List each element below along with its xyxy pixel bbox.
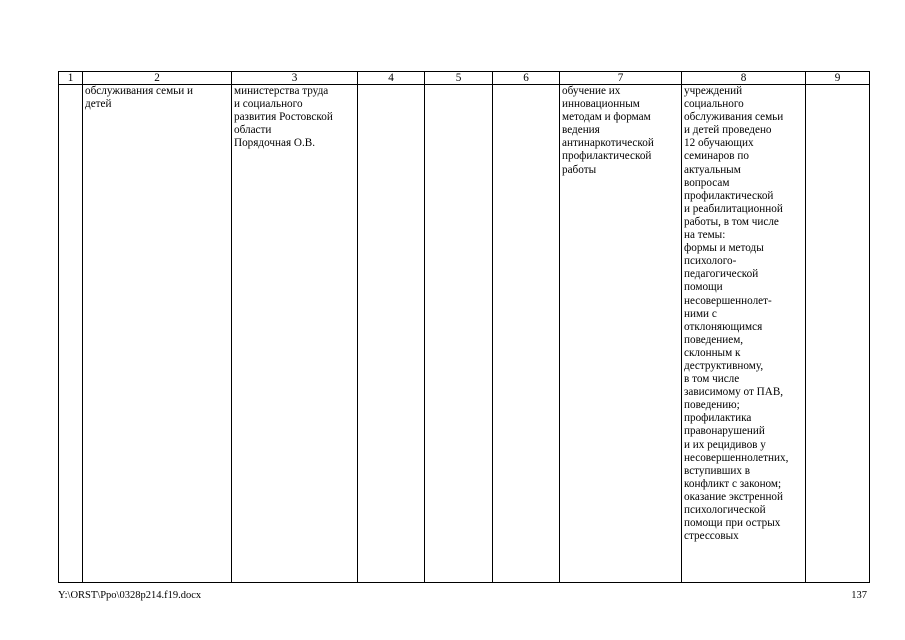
column-number-9: 9: [806, 72, 870, 85]
column-number-1: 1: [59, 72, 83, 85]
column-number-3: 3: [232, 72, 358, 85]
table-cell-2: [83, 85, 232, 583]
table-cell-4: [358, 85, 425, 583]
footer-file-path: Y:\ORST\Ppo\0328p214.f19.docx: [58, 590, 202, 601]
table-cell-8: [682, 85, 806, 583]
table-cell-1: [59, 85, 83, 583]
table-cell-6: [493, 85, 560, 583]
table-cell-5: [425, 85, 493, 583]
footer-page-number: 137: [851, 590, 867, 601]
column-number-7: 7: [560, 72, 682, 85]
table-cell-9: [806, 85, 870, 583]
column-number-4: 4: [358, 72, 425, 85]
column-number-5: 5: [425, 72, 493, 85]
table-cell-7: [560, 85, 682, 583]
column-number-8: 8: [682, 72, 806, 85]
column-number-6: 6: [493, 72, 560, 85]
cell-text: обучение их инновационным методам и формам ведения антинаркотической профилактической работы: [562, 85, 654, 176]
cell-text: учреждений социального обслуживания семьи и детей проведено 12 обучающих семинаров по актуальным вопросам профилактической и реабилитационной работы, в том числе на темы: формы и методы психолого- педагогической помощи несовершеннолет- ними с отклоняющимся поведением, склонным к деструктивному, в том числе зависимому от ПАВ, поведению; профилактика правонарушений и их рецидивов у несовершеннолетних, вступивших в конфликт с законом; оказание экстренной психологической помощи при острых стрессовых: [684, 85, 789, 543]
cell-text: обслуживания семьи и детей: [85, 85, 194, 111]
table-row: [59, 85, 870, 583]
document-table: [58, 71, 870, 583]
column-number-2: 2: [83, 72, 232, 85]
table-cell-3: [232, 85, 358, 583]
cell-text: министерства труда и социального развития Ростовской области Порядочная О.В.: [234, 85, 333, 150]
column-number-row: [59, 72, 870, 85]
